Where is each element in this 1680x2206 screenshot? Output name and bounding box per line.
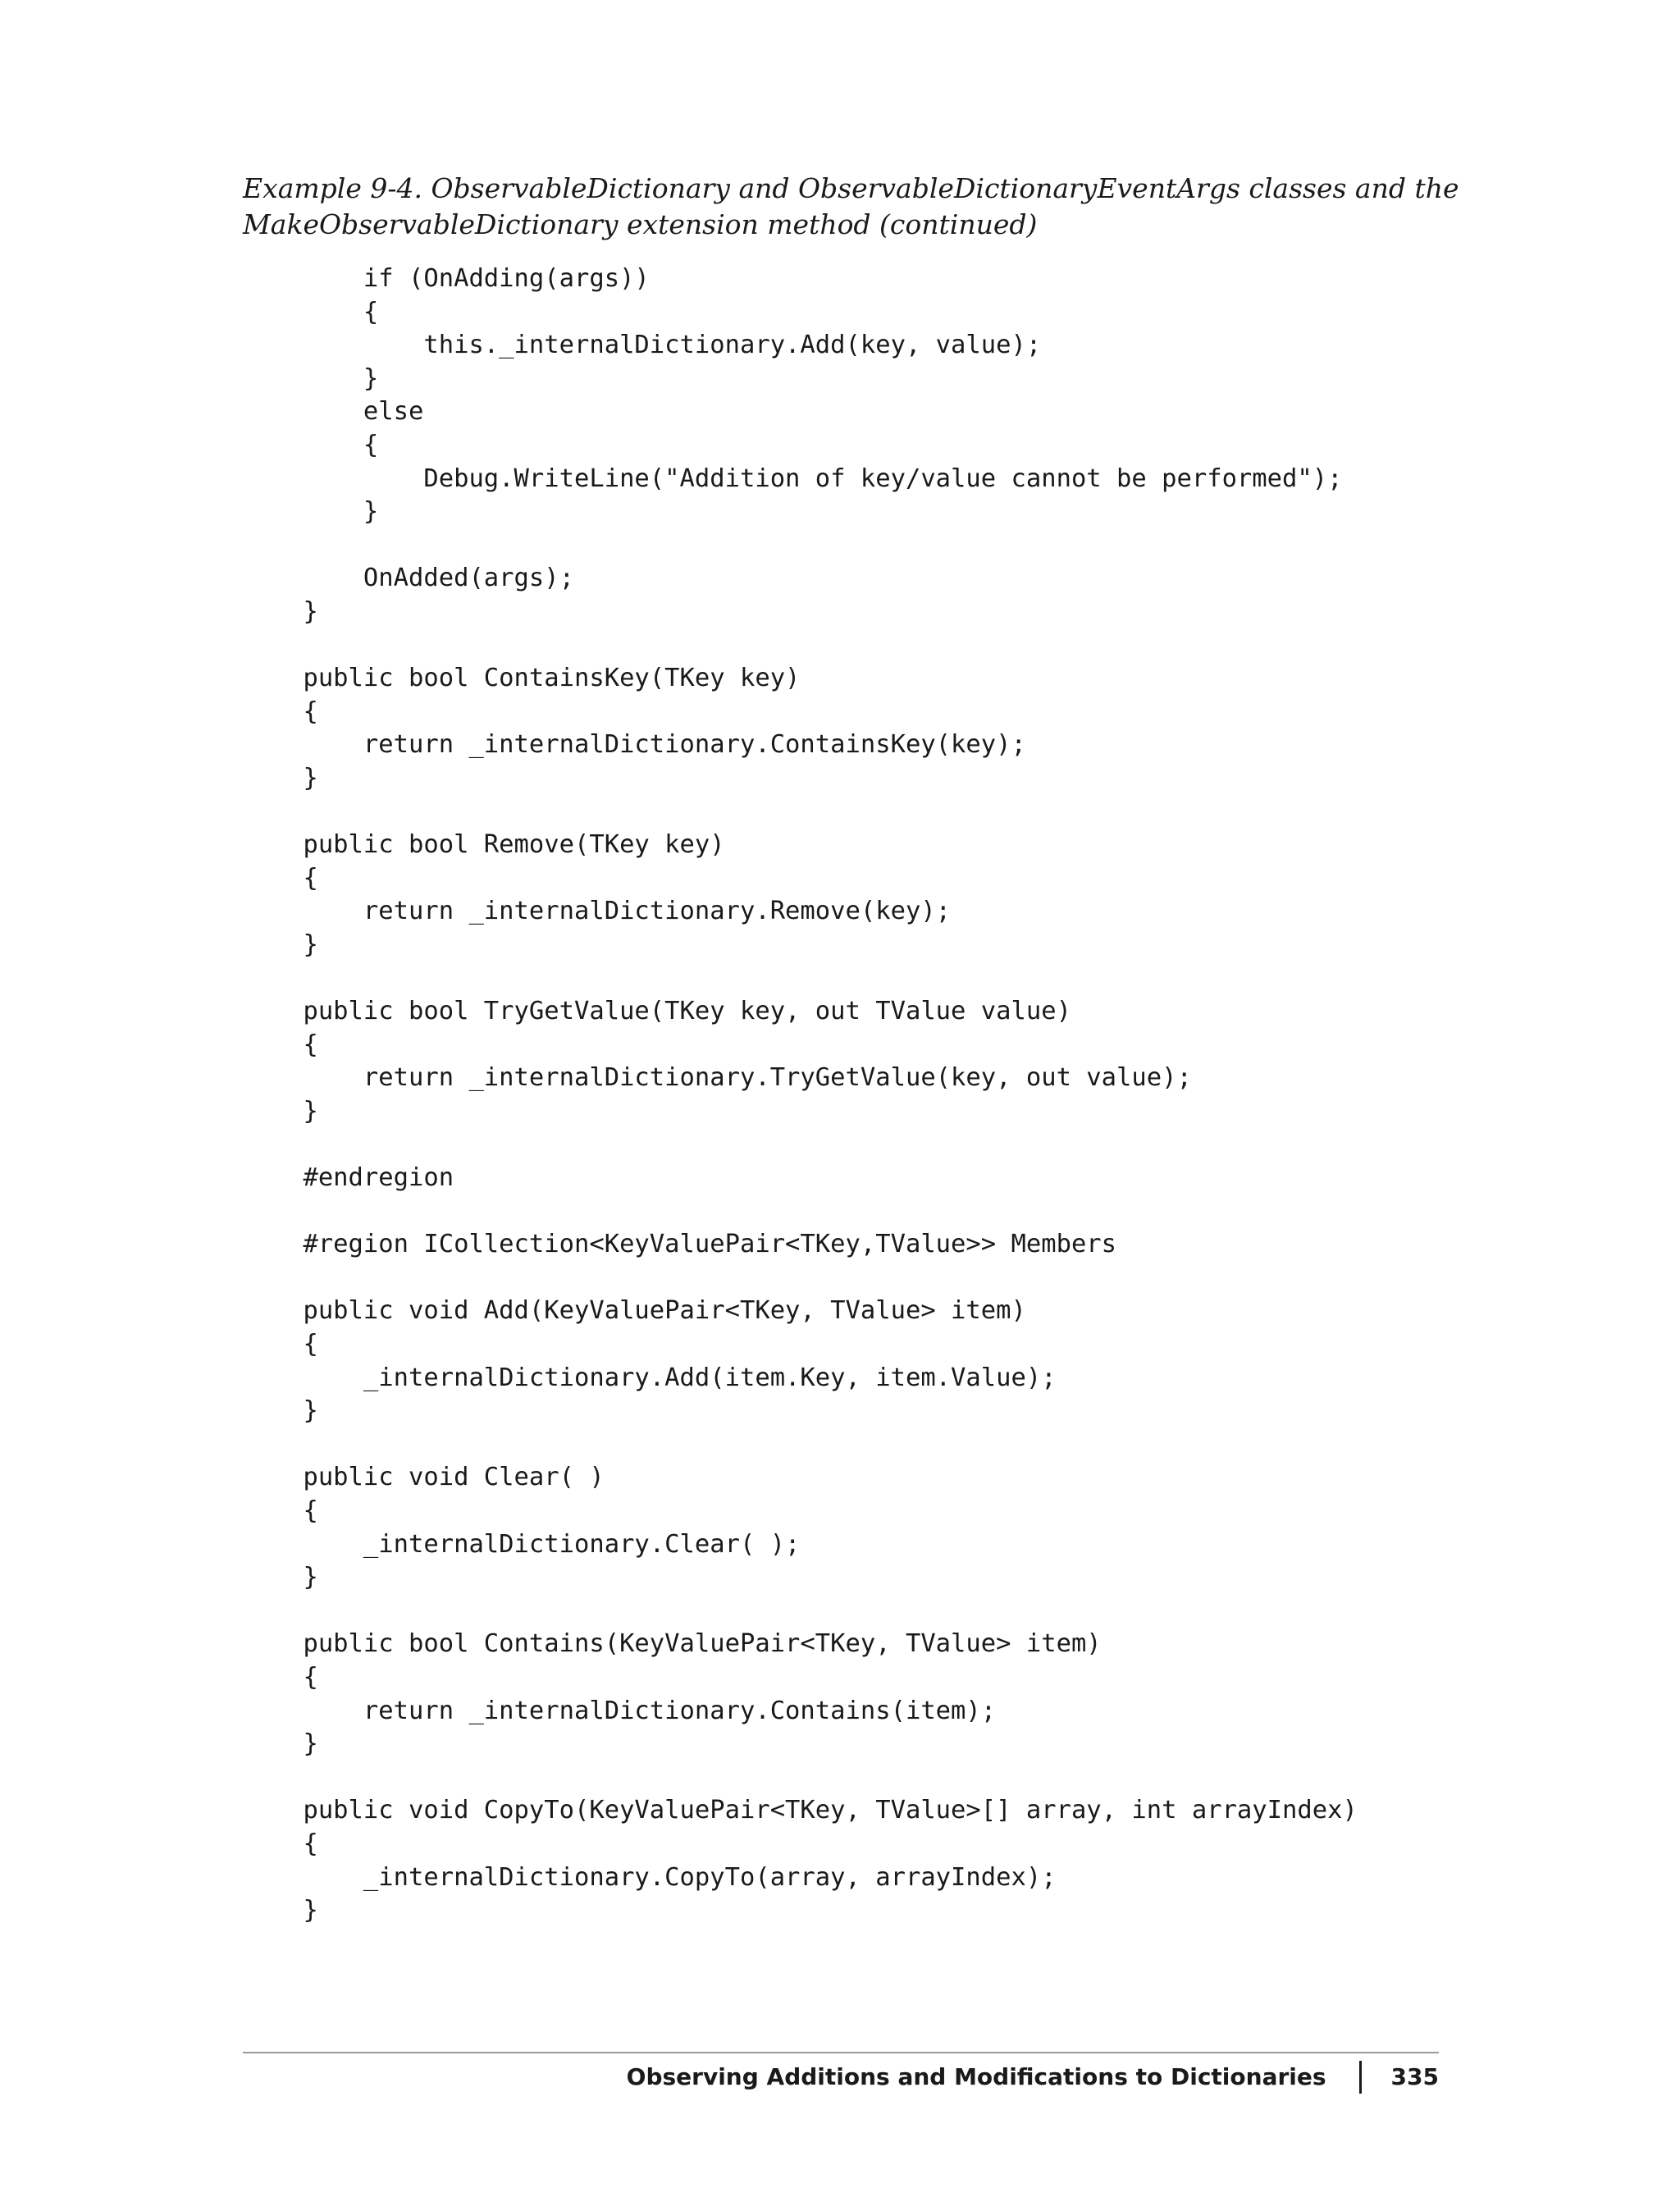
code-line xyxy=(243,1761,1358,1795)
code-line xyxy=(243,1428,1358,1462)
running-footer-title: Observing Additions and Modifications to Dictionaries xyxy=(626,2063,1326,2090)
code-line: public void CopyTo(KeyValuePair<TKey, TValue>[] array, int arrayIndex) xyxy=(243,1796,1358,1825)
code-line xyxy=(243,1128,1358,1162)
code-line: return _internalDictionary.ContainsKey(key); xyxy=(243,730,1026,760)
code-line: _internalDictionary.CopyTo(array, arrayIndex); xyxy=(243,1862,1057,1892)
code-line: public void Clear( ) xyxy=(243,1463,605,1492)
code-line xyxy=(243,961,1358,995)
code-line: OnAdded(args); xyxy=(243,564,574,593)
code-line: } xyxy=(243,929,318,959)
code-line xyxy=(243,1595,1358,1628)
code-line: } xyxy=(243,497,379,527)
code-line: } xyxy=(243,1096,318,1126)
code-listing xyxy=(243,263,1358,1928)
code-line: _internalDictionary.Add(item.Key, item.Value); xyxy=(243,1363,1057,1392)
footer-separator xyxy=(1359,2061,1362,2094)
code-line: { xyxy=(243,697,318,726)
code-line: public bool ContainsKey(TKey key) xyxy=(243,664,801,693)
code-line xyxy=(243,1262,1358,1295)
code-line: #region ICollection<KeyValuePair<TKey,TValue>> Members xyxy=(243,1230,1117,1259)
code-line: public bool Contains(KeyValuePair<TKey, TValue> item) xyxy=(243,1629,1102,1659)
footer-rule xyxy=(243,2052,1439,2053)
code-line: else xyxy=(243,397,424,427)
code-line: { xyxy=(243,1030,318,1059)
code-line: return _internalDictionary.Remove(key); xyxy=(243,897,952,926)
code-line: public bool TryGetValue(TKey key, out TValue value) xyxy=(243,997,1071,1026)
code-line: { xyxy=(243,1829,318,1858)
caption-line-2: MakeObservableDictionary extension method (continued) xyxy=(243,208,1038,240)
code-line: Debug.WriteLine("Addition of key/value cannot be performed"); xyxy=(243,464,1343,493)
code-line xyxy=(243,796,1358,829)
page-number: 335 xyxy=(1390,2063,1439,2090)
example-caption xyxy=(243,171,1473,243)
code-line: { xyxy=(243,297,379,327)
code-line: } xyxy=(243,1896,318,1925)
caption-line-1: Example 9-4. ObservableDictionary and ObservableDictionaryEventArgs classes and the xyxy=(243,172,1459,204)
code-line: } xyxy=(243,1396,318,1426)
code-line: _internalDictionary.Clear( ); xyxy=(243,1529,801,1559)
page-footer xyxy=(627,2061,1439,2094)
code-line: #endregion xyxy=(243,1163,454,1193)
code-line xyxy=(243,629,1358,663)
code-line: } xyxy=(243,596,318,626)
code-line: { xyxy=(243,1330,318,1359)
code-line: } xyxy=(243,763,318,792)
code-line: { xyxy=(243,430,379,459)
code-line: { xyxy=(243,863,318,893)
code-line: return _internalDictionary.Contains(item); xyxy=(243,1696,997,1725)
code-line: } xyxy=(243,363,379,393)
code-line xyxy=(243,1195,1358,1229)
code-line: { xyxy=(243,1496,318,1525)
code-line: return _internalDictionary.TryGetValue(key, out value); xyxy=(243,1063,1192,1093)
code-line: public void Add(KeyValuePair<TKey, TValue> item) xyxy=(243,1296,1026,1326)
code-line: if (OnAdding(args)) xyxy=(243,264,650,293)
code-line: } xyxy=(243,1563,318,1592)
code-line xyxy=(243,529,1358,563)
code-line: public bool Remove(TKey key) xyxy=(243,830,725,860)
code-line: } xyxy=(243,1729,318,1759)
code-line: { xyxy=(243,1662,318,1692)
code-line: this._internalDictionary.Add(key, value); xyxy=(243,331,1042,360)
